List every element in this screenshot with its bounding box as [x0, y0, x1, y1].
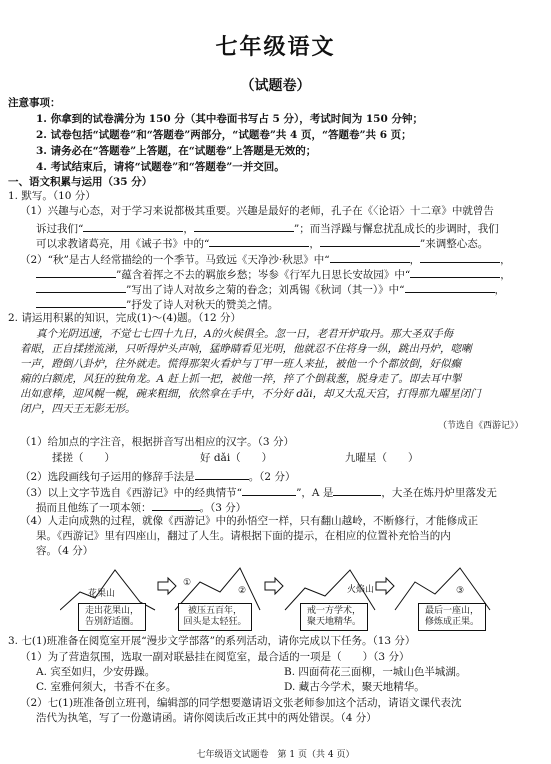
q1-p2-line: ”抒发了诗人对秋天的赞美之情。 — [36, 296, 278, 312]
q1-p1-line: 可以求教诸葛亮，用《诫子书》中的“ ， ”来调整心态。 — [36, 235, 488, 251]
q1-heading: 1. 默写。（10 分） — [8, 190, 96, 202]
q2-sub1-item: 九曜星（ ） — [345, 452, 419, 464]
q2-heading: 2. 请运用积累的知识，完成(1)～(4)题。（12 分） — [8, 312, 242, 324]
q2-sub1-item: 好 dǎi（ ） — [200, 452, 273, 464]
q2-sub3: （3）以上文字节选自《西游记》中的经典情节“ ”，A 是 ，大圣在炼丹炉里落发无 — [20, 484, 497, 500]
q1-p1-line: 诉过我们“ ， ”；而当浮躁与懈怠扰乱成长的步调时，我们 — [36, 220, 499, 236]
caption-box: 走出花果山， 告别舒适圈。 — [78, 603, 146, 631]
q1-p2-line: （2）“秋”是古人经常描绘的一个季节。马致远《天净沙·秋思》中“ ， ， — [20, 251, 511, 267]
q3-sub2: 浩代为执笔，写了一份邀请函。请你阅读后改正其中的两处错误。（4 分） — [36, 712, 377, 724]
mountain-label: ③ — [456, 586, 465, 596]
notes-heading: 注意事项： — [8, 97, 61, 109]
passage-line: 一声，蹬倒八卦炉，往外就走。慌得那架火看炉与丁甲一班人来扯，被他一个个都放倒，好似癫 — [20, 358, 461, 370]
exam-subtitle: （试题卷） — [240, 78, 311, 94]
caption-box: 戒一方学术， 聚天地精华。 — [300, 603, 368, 631]
q2-sub4: 容。（4 分） — [36, 545, 94, 557]
notes-item: 3. 请务必在“答题卷”上答题，在“试题卷”上答题是无效的； — [36, 145, 317, 157]
q2-sub1-item: 揉搓（ ） — [52, 452, 115, 464]
passage-line: 闭户，四天王无影无形。 — [20, 403, 136, 415]
mountain-label: ① — [183, 578, 192, 588]
q3-option: C. 室雅何须大，书香不在多。 — [36, 681, 177, 693]
page-footer: 七年级语文试题卷 第 1 页（共 4 页） — [196, 750, 355, 760]
q1-p2-line: ”写出了诗人对故乡之菊的眷念；刘禹锡《秋词（其一）》中“ ， — [36, 281, 505, 297]
caption-box: 被压五百年， 回头是太轻狂。 — [178, 603, 252, 631]
q3-sub1: （1）为了营造氛围，选取一副对联悬挂在阅览室，最合适的一项是（ ）（3 分） — [20, 651, 410, 663]
q2-sub4: （4）人走向成熟的过程，就像《西游记》中的孙悟空一样，只有翻山越岭，不断修行，才能修成正 — [20, 515, 479, 527]
exam-title: 七年级语文 — [215, 34, 336, 60]
passage-line: 出如意棒，迎风幌一幌，碗来粗细，依然拿在手中，不分好 dǎi，却又大乱天宫，打得那九曜星闭门 — [20, 388, 481, 400]
notes-item: 2. 试卷包括“试题卷”和“答题卷”两部分，“试题卷”共 4 页，“答题卷”共 6 页； — [36, 129, 412, 141]
notes-item: 4. 考试结束后，请将“试题卷”和“答题卷”一并交回。 — [36, 161, 285, 173]
arrow-shape — [376, 578, 394, 594]
arrow-shape — [265, 578, 283, 594]
q3-option: D. 藏古今学术，聚天地精华。 — [284, 681, 425, 693]
passage-line: 真个光阴迅速，不觉七七四十九日，A的火候俱全。忽一日，老君开炉取丹。那大圣双手侮 — [36, 328, 454, 340]
q1-p2-line: ”蕴含着挥之不去的羁旅乡愁；岑参《行军九日思长安故园》中“ ， — [36, 266, 511, 282]
q2-sub1: （1）给加点的字注音，根据拼音写出相应的汉字。（3 分） — [20, 436, 294, 448]
mountain-label: ② — [238, 586, 247, 596]
q2-sub4: 果。《西游记》里有四座山，翻过了人生。请根据下面的提示，在相应的位置补充恰当的内 — [36, 530, 451, 542]
section-heading: 一、语文积累与运用（35 分） — [8, 176, 153, 188]
arrow-shape — [158, 578, 176, 594]
passage-source: （节选自《西游记》） — [438, 421, 524, 431]
q2-sub3: 损而且他练了一项本领： 。（3 分） — [36, 499, 246, 515]
mountain-label: 火焰山 — [347, 585, 375, 595]
q1-p1-line: （1）兴趣与心态，对于学习来说都极其重要。兴趣是最好的老师，孔子在《〈论语〉十二章》中就曾告 — [20, 205, 494, 217]
passage-line: 着眼，正自揉搓流涕，只听得炉头声响，猛睁睛看见光明，他就忍不住将身一纵，跳出丹炉，唿喇 — [20, 343, 472, 355]
q3-option: A. 宾至如归，少安毋躁。 — [36, 666, 156, 678]
q3-option: B. 四面荷花三面柳，一城山色半城湖。 — [284, 666, 467, 678]
passage-line: 痫的白额虎，风狂的独角龙。A 赶上抓一把，被他一捽，捽了个倒栽葱，脱身走了。即去耳中掣 — [20, 373, 462, 385]
q3-sub2: （2）七(1)班准备创立班刊，编辑部的同学想要邀请语文张老师参加这个活动，请语文课代表沈 — [20, 697, 462, 709]
q3-heading: 3. 七(1)班准备在阅览室开展“漫步文学部落”的系列活动，请你完成以下任务。（13 分） — [8, 635, 416, 647]
caption-box: 最后一座山， 修炼成正果。 — [418, 603, 486, 631]
mountain-label: 花果山 — [88, 589, 116, 599]
q2-sub2: （2）选段画线句子运用的修辞手法是 。（2 分） — [20, 468, 295, 484]
notes-item: 1. 你拿到的试卷满分为 150 分（其中卷面书写占 5 分），考试时间为 150 分钟； — [36, 113, 423, 125]
